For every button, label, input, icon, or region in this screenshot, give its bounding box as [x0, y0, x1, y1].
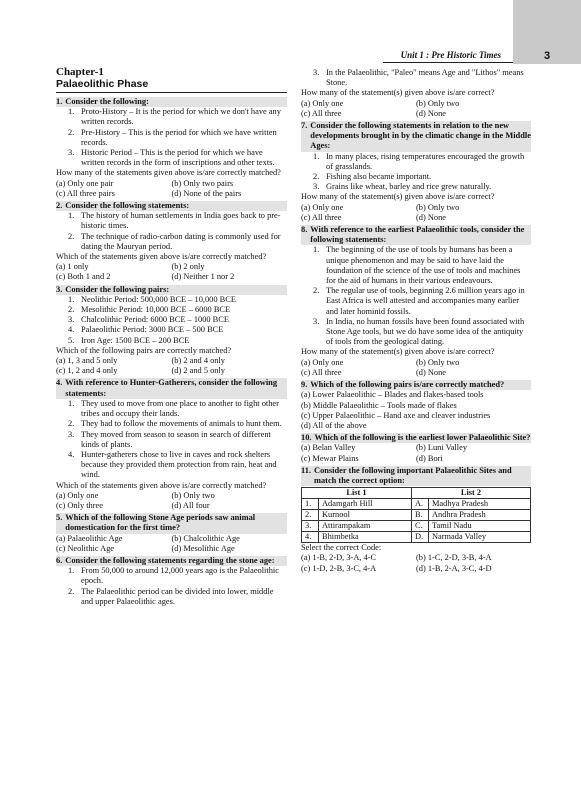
list1-number: 2.: [302, 510, 319, 521]
statement-item: [56, 211, 287, 231]
statement-number: 3.: [68, 429, 75, 439]
question-number: 10.: [301, 433, 312, 443]
answer-option: (d) Neither 1 nor 2: [171, 272, 235, 282]
question-text: Consider the following important Palaeolithic Sites and match the correct option:: [314, 465, 512, 485]
question-prompt: Which of the statements given above is/are correctly matched?: [56, 252, 267, 262]
statement-text: In India, no human fossils have been found associated with Stone Age tools, but we do have some idea of the antiquity of tools from the geological dating.: [326, 316, 525, 347]
question-number: 3.: [56, 284, 63, 294]
answer-option: (a) Only one: [56, 490, 99, 500]
statement-text: The regular use of tools, beginning 2.6 million years ago in East Africa is well attested and accompanies many earlier and later hominid fossils.: [326, 286, 525, 316]
statement-number: 2.: [68, 231, 75, 241]
statement-number: 4.: [68, 449, 75, 459]
answer-option: (a) Only one: [301, 357, 344, 367]
question-text: Which of the following pairs is/are correctly matched?: [310, 380, 505, 390]
statement-number: 2.: [68, 419, 75, 429]
statement-text: The technique of radio-carbon dating is commonly used for dating the Mauryan period.: [81, 231, 281, 251]
statement-item: [301, 317, 531, 348]
question: [301, 121, 531, 223]
list2-state: Tamil Nadu: [428, 521, 530, 532]
answer-option: (a) 1-B, 2-D, 3-A, 4-C: [301, 553, 377, 563]
question-number: 6.: [56, 555, 63, 565]
statement-item: [56, 232, 287, 252]
question-prompt: Which of the statements given above is/are correctly matched?: [56, 480, 267, 490]
question-stem: [56, 556, 287, 566]
statement-text: In the Palaeolithic, "Paleo" means Age and "Lithos" means Stone.: [326, 68, 524, 88]
list1-site: Kurnool: [319, 510, 412, 521]
statement-item: [56, 399, 287, 419]
answer-option: (c) Mewar Plains: [301, 453, 359, 463]
statement-number: 1.: [68, 294, 75, 304]
statement-number: 3.: [313, 316, 320, 326]
statement-text: (a) Lower Palaeolithic – Blades and flakes-based tools: [301, 390, 484, 400]
match-header-row: [302, 488, 531, 499]
statement-text: Pre-History – This is the period for which we have written records.: [81, 127, 277, 147]
answer-options: [56, 534, 287, 554]
question-stem: [56, 378, 287, 398]
statement-text: They used to move from one place to another to fight other tribes and occupy their lands.: [81, 398, 279, 419]
question-text: Consider the following:: [65, 97, 149, 106]
match-table: [301, 487, 531, 543]
list2-state: Narmada Valley: [428, 532, 530, 543]
statement-text: Neolithic Period: 500,000 BCE – 10,000 BCE: [81, 294, 236, 304]
statement-text: From 50,000 to around 12,000 years ago is the Palaeolithic epoch.: [81, 566, 279, 586]
answer-option: (a) 1 only: [56, 262, 89, 272]
page-number: 3: [543, 50, 551, 62]
statement-number: 1.: [68, 107, 75, 117]
statement-text: (d) All of the above: [301, 420, 367, 430]
question-prompt: Which of the following pairs are correctly matched?: [56, 345, 232, 355]
page-header: [0, 0, 581, 64]
statement-item: [56, 128, 287, 148]
answer-option: (c) 1-D, 2-B, 3-C, 4-A: [301, 563, 377, 573]
statement-item: [56, 587, 287, 607]
list2-letter: C.: [411, 521, 428, 532]
answer-options: [56, 356, 287, 376]
answer-option: (a) Palaeolithic Age: [56, 533, 123, 543]
answer-option: (a) Belan Valley: [301, 443, 356, 453]
list1-site: Attirampakam: [319, 521, 412, 532]
question-prompt: How many of the statement(s) given above is/are correct?: [301, 347, 495, 357]
question-stem: [56, 201, 287, 211]
page-number-box: [513, 0, 581, 64]
statement-item: [301, 68, 531, 88]
match-row: [302, 521, 531, 532]
question: [56, 285, 287, 377]
statement-item: [56, 107, 287, 127]
statement-number: 1.: [68, 566, 75, 576]
right-column: [301, 66, 531, 574]
statement-item: [56, 315, 287, 325]
answer-options: [301, 358, 531, 378]
statement-text: Iron Age: 1500 BCE – 200 BCE: [81, 335, 190, 345]
question-number: 1.: [56, 97, 63, 106]
running-title: Unit 1 : Pre Historic Times: [400, 50, 501, 60]
statement-text: Proto-History – It is the period for which we don't have any written records.: [81, 107, 281, 127]
statement-item: [301, 401, 531, 411]
question: [301, 225, 531, 378]
statement-number: 3.: [313, 182, 320, 192]
question: [56, 513, 287, 554]
question-prompt: How many of the statements given above is/are correctly matched?: [56, 168, 281, 178]
list2-letter: A.: [411, 499, 428, 510]
question-stem: [301, 121, 531, 152]
question-number: 9.: [301, 380, 308, 390]
statement-number: 5.: [68, 335, 75, 345]
question-number: 2.: [56, 201, 63, 211]
statement-text: They had to follow the movements of animals to hunt them.: [81, 419, 282, 429]
statement-item: [56, 566, 287, 586]
statement-item: [56, 419, 287, 429]
answer-option: (d) None: [416, 212, 446, 222]
question-text: Consider the following pairs:: [65, 284, 170, 294]
statement-item: [301, 152, 531, 172]
list2-state: Andhra Pradesh: [428, 510, 530, 521]
question-stem: [56, 97, 287, 107]
question: [56, 556, 287, 607]
question-stem: [301, 380, 531, 390]
question-number: 11.: [301, 465, 312, 475]
answer-option: (c) All three: [301, 108, 342, 118]
statement-number: 2.: [68, 586, 75, 596]
answer-option: (b) Only two pairs: [171, 178, 234, 188]
statement-text: Hunter-gatherers chose to live in caves and rock shelters because they provided them protection from rain, heat and wind.: [81, 449, 277, 480]
answer-option: (a) 1, 3 and 5 only: [56, 356, 118, 366]
statement-text: (b) Middle Palaeolithic – Tools made of flakes: [301, 400, 457, 410]
chapter-title: Palaeolithic Phase: [56, 78, 287, 93]
answer-option: (c) Only three: [56, 500, 103, 510]
answer-option: (a) Only one: [301, 202, 344, 212]
list1-number: 4.: [302, 532, 319, 543]
statement-item: [56, 336, 287, 346]
statement-number: 2.: [68, 127, 75, 137]
answer-option: (d) None: [416, 108, 446, 118]
statement-item: [56, 325, 287, 335]
question-stem: [301, 225, 531, 245]
statement-text: The Palaeolithic period can be divided into lower, middle and upper Palaeolithic ages.: [81, 586, 274, 606]
statement-item: [301, 421, 531, 431]
answer-option: (b) Chalcolithic Age: [171, 533, 240, 543]
list1-site: Adamgarh Hill: [319, 499, 412, 510]
list2-letter: B.: [411, 510, 428, 521]
question-text: Consider the following statements:: [65, 201, 190, 211]
question-number: 5.: [56, 513, 63, 523]
statement-text: Grains like wheat, barley and rice grew naturally.: [326, 182, 492, 192]
answer-option: (c) All three pairs: [56, 188, 115, 198]
statement-item: [301, 390, 531, 400]
list1-header: List 1: [302, 488, 412, 499]
answer-option: (c) Neolithic Age: [56, 543, 115, 553]
question: [301, 380, 531, 431]
question-prompt: How many of the statement(s) given above is/are correct?: [301, 88, 495, 98]
question: [301, 433, 531, 464]
statement-item: [301, 286, 531, 317]
header-rule: [383, 62, 513, 63]
match-row: [302, 499, 531, 510]
statement-text: The beginning of the use of tools by humans has been a unique phenomenon and may be said to have laid the foundation of the science of the use of tools and machines for the aid of humans in their various endeavours.: [326, 245, 521, 286]
answer-options: [56, 179, 287, 199]
question-text: Which of the following is the earliest lower Palaeolithic Site?: [314, 433, 531, 443]
statement-text: They moved from season to season in search of different kinds of plants.: [81, 429, 271, 449]
statement-text: Historic Period – This is the period for which we have written records in the form of inscriptions and other texts.: [81, 148, 275, 168]
answer-option: (d) None: [416, 367, 446, 377]
statement-text: Mesolithic Period: 10,000 BCE – 6000 BCE: [81, 305, 231, 315]
answer-option: (b) Luni Valley: [416, 443, 468, 453]
question-number: 8.: [301, 225, 308, 235]
match-row: [302, 532, 531, 543]
statement-item: [301, 182, 531, 192]
question: [56, 97, 287, 199]
statement-item: [56, 450, 287, 481]
answer-option: (d) Mesolithic Age: [171, 543, 235, 553]
question-text: With reference to the earliest Palaeolithic tools, consider the following statements:: [310, 225, 525, 245]
answer-options: [301, 203, 531, 223]
answer-option: (b) 1-C, 2-D, 3-B, 4-A: [416, 553, 492, 563]
answer-option: (a) Only one: [301, 98, 344, 108]
list1-number: 3.: [302, 521, 319, 532]
statement-number: 3.: [68, 315, 75, 325]
question-stem: [56, 285, 287, 295]
statement-number: 4.: [68, 325, 75, 335]
question-text: Consider the following statements regarding the stone age:: [65, 555, 275, 565]
statement-text: The history of human settlements in India goes back to pre-historic times.: [81, 211, 281, 231]
answer-option: (b) Only two: [171, 490, 215, 500]
statement-number: 1.: [313, 151, 320, 161]
answer-option: (c) Both 1 and 2: [56, 272, 111, 282]
answer-option: (c) 1, 2 and 4 only: [56, 366, 118, 376]
statement-item: [56, 305, 287, 315]
list1-number: 1.: [302, 499, 319, 510]
statement-text: (c) Upper Palaeolithic – Hand axe and cleaver industries: [301, 410, 491, 420]
answer-options: [301, 99, 531, 119]
answer-option: (c) All three: [301, 212, 342, 222]
statement-text: In many places, rising temperatures encouraged the growth of grasslands.: [326, 151, 525, 171]
statement-number: 2.: [68, 305, 75, 315]
statement-number: 2.: [313, 172, 320, 182]
left-column: [56, 66, 287, 607]
statement-number: 3.: [313, 68, 320, 77]
statement-item: [56, 430, 287, 450]
answer-options: [56, 491, 287, 511]
question-stem: [301, 466, 531, 486]
answer-option: (b) 2 and 4 only: [171, 356, 225, 366]
select-code-prompt: Select the correct Code:: [301, 543, 382, 553]
chapter-label: Chapter-1: [56, 66, 104, 78]
question: [56, 378, 287, 511]
statement-item: [301, 172, 531, 182]
statement-number: 2.: [313, 286, 320, 296]
question: [301, 68, 531, 119]
answer-option: (d) None of the pairs: [171, 188, 242, 198]
statement-item: [301, 245, 531, 286]
statement-number: 3.: [68, 148, 75, 158]
answer-option: (c) All three: [301, 367, 342, 377]
list2-state: Madhya Pradesh: [428, 499, 530, 510]
answer-option: (d) 1-B, 2-A, 3-C, 4-D: [416, 563, 492, 573]
statement-number: 1.: [313, 245, 320, 255]
question-number: 4.: [56, 378, 63, 388]
question: [56, 201, 287, 283]
answer-option: (b) Only two: [416, 357, 460, 367]
list1-site: Bhimbetka: [319, 532, 412, 543]
list2-header: List 2: [411, 488, 530, 499]
statement-text: Palaeolithic Period: 3000 BCE – 500 BCE: [81, 325, 224, 335]
statement-item: [301, 411, 531, 421]
statement-item: [56, 295, 287, 305]
answer-option: (a) Only one pair: [56, 178, 114, 188]
question-text: Consider the following statements in relation to the new developments brought in by the climatic change in the Middle Ages:: [310, 121, 531, 151]
answer-option: (d) All four: [171, 500, 210, 510]
question: [301, 466, 531, 486]
question-text: Which of the following Stone Age periods saw animal domestication for the first time?: [65, 513, 256, 533]
answer-options: [56, 262, 287, 282]
list2-letter: D.: [411, 532, 428, 543]
statement-number: 1.: [68, 211, 75, 221]
question-stem: [301, 433, 531, 443]
answer-options: [301, 553, 531, 573]
answer-option: (d) 2 and 5 only: [171, 366, 225, 376]
question-stem: [56, 513, 287, 533]
answer-options: [301, 443, 531, 463]
match-row: [302, 510, 531, 521]
question-prompt: How many of the statement(s) given above is/are correct?: [301, 192, 495, 202]
question-number: 7.: [301, 121, 308, 131]
statement-item: [56, 148, 287, 168]
answer-option: (b) Only two: [416, 202, 460, 212]
answer-option: (d) Bori: [416, 453, 443, 463]
statement-number: 1.: [68, 398, 75, 408]
statement-text: Fishing also became important.: [326, 172, 432, 182]
statement-text: Chalcolithic Period: 6000 BCE – 1000 BCE: [81, 315, 229, 325]
answer-option: (b) Only two: [416, 98, 460, 108]
question-text: With reference to Hunter-Gatherers, consider the following statements:: [65, 378, 278, 398]
answer-option: (b) 2 only: [171, 262, 205, 272]
